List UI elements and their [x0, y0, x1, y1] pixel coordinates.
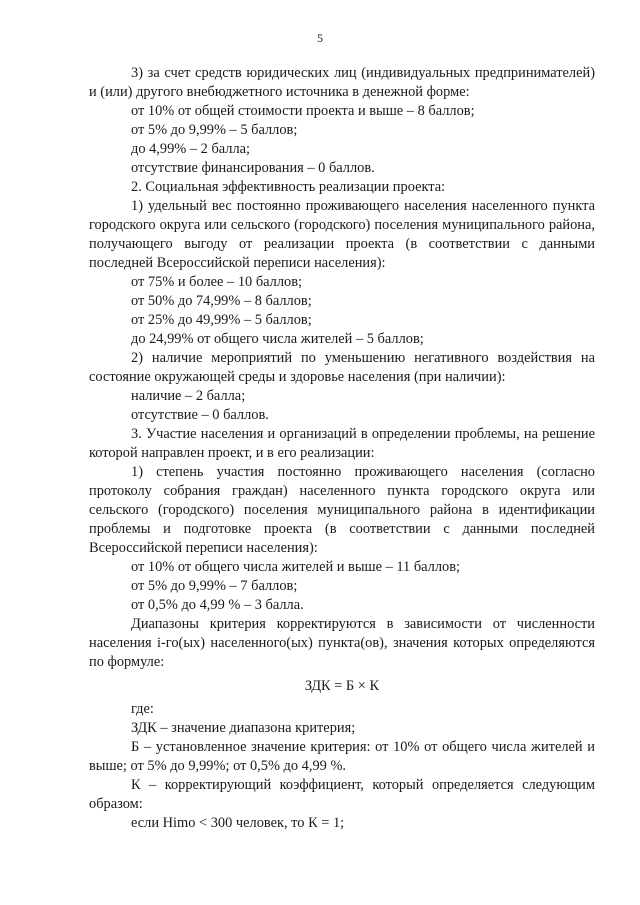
score-line: до 4,99% – 2 балла;	[131, 141, 251, 157]
score-line: от 0,5% до 4,99 % – 3 балла.	[131, 597, 304, 613]
score-line: от 10% от общего числа жителей и выше – 11 баллов;	[131, 559, 461, 575]
paragraph-participation-degree: 1) степень участия постоянно проживающего населения (согласно протоколу собрания граждан) населенного пункта городского округа или сельского (городского) поселения муниципального района в идентификации проблемы и подготовке проекта (в соответствии с данными последней Всероссийской переписи населения):	[89, 464, 595, 556]
definition-zdk: ЗДК – значение диапазона критерия;	[131, 720, 356, 736]
score-line: от 5% до 9,99% – 7 баллов;	[131, 578, 298, 594]
definition-b: Б – установленное значение критерия: от 10% от общего числа жителей и выше; от 5% до 9,99%; от 0,5% до 4,99 %.	[89, 739, 595, 774]
section-heading-social: 2. Социальная эффективность реализации проекта:	[131, 179, 446, 195]
score-line: до 24,99% от общего числа жителей – 5 баллов;	[131, 331, 424, 347]
formula: ЗДК = Б × К	[304, 678, 380, 694]
paragraph-funding-item-3: 3) за счет средств юридических лиц (индивидуальных предпринимателей) и (или) другого внебюджетного источника в денежной форме:	[89, 65, 595, 100]
definition-k: К – корректирующий коэффициент, который определяется следующим образом:	[89, 777, 595, 812]
condition-line: если Нimo < 300 человек, то К = 1;	[131, 815, 345, 831]
score-line: отсутствие финансирования – 0 баллов.	[131, 160, 375, 176]
paragraph-environment: 2) наличие мероприятий по уменьшению негативного воздействия на состояние окружающей среды и здоровье населения (при наличии):	[89, 350, 595, 385]
score-line: отсутствие – 0 баллов.	[131, 407, 269, 423]
score-line: от 50% до 74,99% – 8 баллов;	[131, 293, 312, 309]
page-number: 5	[317, 31, 323, 45]
paragraph-population-share: 1) удельный вес постоянно проживающего населения населенного пункта городского округа или сельского (городского) поселения муниципального района, получающего выгоду от реализации проекта (в соответствии с данными последней Всероссийской переписи населения):	[89, 198, 595, 271]
score-line: от 75% и более – 10 баллов;	[131, 274, 303, 290]
score-line: наличие – 2 балла;	[131, 388, 246, 404]
document-body	[89, 64, 595, 833]
score-line: от 25% до 49,99% – 5 баллов;	[131, 312, 312, 328]
score-line: от 5% до 9,99% – 5 баллов;	[131, 122, 298, 138]
paragraph-ranges: Диапазоны критерия корректируются в зависимости от численности населения i-го(ых) населенного(ых) пункта(ов), значения которых определяются по формуле:	[89, 616, 595, 670]
score-line: от 10% от общей стоимости проекта и выше – 8 баллов;	[131, 103, 475, 119]
where-label: где:	[131, 701, 154, 717]
section-heading-participation: 3. Участие населения и организаций в определении проблемы, на решение которой направлен проект, и в его реализации:	[89, 426, 595, 461]
